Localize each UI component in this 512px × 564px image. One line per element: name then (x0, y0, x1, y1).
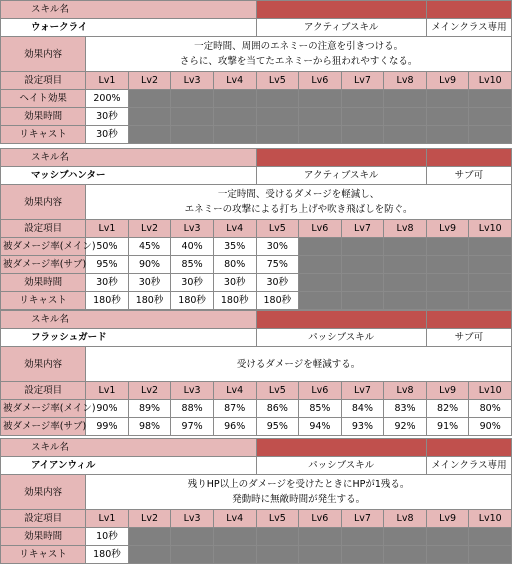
empty-cell (299, 238, 342, 256)
value-cell: 30秒 (213, 274, 256, 292)
effect-text (86, 475, 512, 510)
level-header: Lv3 (171, 382, 214, 400)
settings-label: 設定項目 (1, 72, 86, 90)
data-row (1, 274, 512, 292)
empty-cell (256, 126, 299, 144)
value-cell: 95% (86, 256, 129, 274)
level-header: Lv4 (213, 510, 256, 528)
value-cell: 75% (256, 256, 299, 274)
empty-cell (213, 528, 256, 546)
empty-cell (213, 126, 256, 144)
level-header: Lv3 (171, 72, 214, 90)
settings-label: 設定項目 (1, 220, 86, 238)
skill-class: サブ可 (426, 329, 511, 347)
header-spacer (256, 439, 426, 457)
data-row (1, 126, 512, 144)
level-header: Lv7 (341, 220, 384, 238)
level-header: Lv5 (256, 510, 299, 528)
empty-cell (299, 256, 342, 274)
empty-cell (128, 546, 171, 564)
empty-cell (341, 528, 384, 546)
skill-name: アイアンウィル (1, 457, 257, 475)
empty-cell (384, 528, 427, 546)
empty-cell (384, 238, 427, 256)
level-header-row (1, 220, 512, 238)
skill-type: パッシブスキル (256, 329, 426, 347)
skill-type: アクティブスキル (256, 167, 426, 185)
value-cell: 30秒 (256, 274, 299, 292)
empty-cell (171, 108, 214, 126)
effect-row (1, 37, 512, 72)
skill-type: アクティブスキル (256, 19, 426, 37)
data-row (1, 90, 512, 108)
level-header: Lv5 (256, 220, 299, 238)
value-cell: 90% (469, 418, 512, 436)
value-cell: 50% (86, 238, 129, 256)
level-header: Lv10 (469, 510, 512, 528)
skill-name: マッシブハンター (1, 167, 257, 185)
value-cell: 91% (426, 418, 469, 436)
value-cell: 40% (171, 238, 214, 256)
value-cell: 94% (299, 418, 342, 436)
empty-cell (341, 238, 384, 256)
level-header: Lv10 (469, 72, 512, 90)
row-label: ヘイト効果 (1, 90, 86, 108)
level-header: Lv6 (299, 510, 342, 528)
value-cell: 83% (384, 400, 427, 418)
skill-name-header: スキル名 (1, 311, 257, 329)
skill-grid (0, 148, 512, 310)
empty-cell (213, 108, 256, 126)
empty-cell (384, 292, 427, 310)
name-row (1, 19, 512, 37)
value-cell: 88% (171, 400, 214, 418)
empty-cell (469, 256, 512, 274)
empty-cell (171, 126, 214, 144)
level-header: Lv1 (86, 72, 129, 90)
empty-cell (469, 546, 512, 564)
row-label: 効果時間 (1, 528, 86, 546)
empty-cell (469, 292, 512, 310)
value-cell: 93% (341, 418, 384, 436)
skill-grid (0, 310, 512, 436)
empty-cell (469, 238, 512, 256)
skill-type: パッシブスキル (256, 457, 426, 475)
level-header: Lv5 (256, 382, 299, 400)
header-spacer (426, 149, 511, 167)
level-header: Lv1 (86, 510, 129, 528)
level-header: Lv2 (128, 382, 171, 400)
empty-cell (341, 108, 384, 126)
empty-cell (341, 292, 384, 310)
empty-cell (426, 528, 469, 546)
skill-grid (0, 0, 512, 144)
empty-cell (171, 90, 214, 108)
value-cell: 85% (171, 256, 214, 274)
level-header-row (1, 382, 512, 400)
effect-label: 効果内容 (1, 37, 86, 72)
value-cell: 89% (128, 400, 171, 418)
name-row (1, 167, 512, 185)
empty-cell (213, 546, 256, 564)
value-cell: 30秒 (171, 274, 214, 292)
empty-cell (469, 90, 512, 108)
settings-label: 設定項目 (1, 382, 86, 400)
level-header: Lv7 (341, 72, 384, 90)
value-cell: 30秒 (128, 274, 171, 292)
level-header: Lv8 (384, 510, 427, 528)
skill-class: メインクラス専用 (426, 19, 511, 37)
empty-cell (256, 90, 299, 108)
skill-table-4 (0, 438, 512, 564)
effect-line: 受けるダメージを軽減する。 (236, 358, 361, 370)
value-cell: 92% (384, 418, 427, 436)
level-header: Lv4 (213, 382, 256, 400)
level-header: Lv1 (86, 220, 129, 238)
empty-cell (469, 274, 512, 292)
row-label: 被ダメージ率(メイン) (1, 238, 86, 256)
name-row (1, 329, 512, 347)
value-cell: 97% (171, 418, 214, 436)
name-row (1, 457, 512, 475)
data-row (1, 108, 512, 126)
level-header-row (1, 510, 512, 528)
value-cell: 80% (213, 256, 256, 274)
empty-cell (426, 546, 469, 564)
empty-cell (426, 108, 469, 126)
empty-cell (426, 292, 469, 310)
effect-line: さらに、攻撃を当てたエネミーから狙われやすくなる。 (179, 56, 418, 67)
skill-name-header: スキル名 (1, 1, 257, 19)
header-spacer (426, 439, 511, 457)
empty-cell (299, 126, 342, 144)
row-label: リキャスト (1, 546, 86, 564)
empty-cell (256, 528, 299, 546)
row-label: リキャスト (1, 292, 86, 310)
level-header: Lv5 (256, 72, 299, 90)
effect-text (86, 37, 512, 72)
effect-line: 一定時間、周囲のエネミーの注意を引きつける。 (194, 41, 404, 52)
empty-cell (299, 274, 342, 292)
empty-cell (256, 108, 299, 126)
value-cell: 30秒 (86, 126, 129, 144)
level-header: Lv6 (299, 382, 342, 400)
empty-cell (171, 528, 214, 546)
row-label: 効果時間 (1, 274, 86, 292)
value-cell: 96% (213, 418, 256, 436)
value-cell: 180秒 (213, 292, 256, 310)
value-cell: 30秒 (86, 108, 129, 126)
effect-line: 残りHP以上のダメージを受けたときにHPが1残る。 (187, 479, 410, 490)
effect-line: 発動時に無敵時間が発生する。 (232, 494, 366, 505)
level-header: Lv7 (341, 510, 384, 528)
level-header: Lv4 (213, 220, 256, 238)
empty-cell (341, 546, 384, 564)
empty-cell (341, 90, 384, 108)
header-spacer (256, 149, 426, 167)
effect-row (1, 347, 512, 382)
data-row (1, 528, 512, 546)
empty-cell (426, 90, 469, 108)
empty-cell (341, 274, 384, 292)
value-cell: 10秒 (86, 528, 129, 546)
level-header: Lv3 (171, 220, 214, 238)
header-row (1, 149, 512, 167)
data-row (1, 546, 512, 564)
row-label: 被ダメージ率(サブ) (1, 418, 86, 436)
row-label: 被ダメージ率(サブ) (1, 256, 86, 274)
header-spacer (256, 1, 426, 19)
value-cell: 45% (128, 238, 171, 256)
effect-row (1, 185, 512, 220)
skill-table-1 (0, 0, 512, 144)
empty-cell (299, 108, 342, 126)
row-label: リキャスト (1, 126, 86, 144)
value-cell: 180秒 (128, 292, 171, 310)
empty-cell (426, 256, 469, 274)
value-cell: 90% (86, 400, 129, 418)
value-cell: 180秒 (256, 292, 299, 310)
value-cell: 35% (213, 238, 256, 256)
value-cell: 95% (256, 418, 299, 436)
effect-row (1, 475, 512, 510)
value-cell: 82% (426, 400, 469, 418)
empty-cell (299, 292, 342, 310)
empty-cell (171, 546, 214, 564)
header-row (1, 311, 512, 329)
empty-cell (384, 274, 427, 292)
level-header: Lv2 (128, 72, 171, 90)
level-header: Lv9 (426, 382, 469, 400)
level-header: Lv6 (299, 220, 342, 238)
empty-cell (384, 90, 427, 108)
level-header-row (1, 72, 512, 90)
level-header: Lv9 (426, 72, 469, 90)
data-row (1, 256, 512, 274)
empty-cell (469, 528, 512, 546)
empty-cell (128, 90, 171, 108)
level-header: Lv10 (469, 220, 512, 238)
effect-line: 一定時間、受けるダメージを軽減し、 (217, 189, 380, 200)
level-header: Lv8 (384, 220, 427, 238)
settings-label: 設定項目 (1, 510, 86, 528)
empty-cell (384, 546, 427, 564)
data-row (1, 400, 512, 418)
skill-name: フラッシュガード (1, 329, 257, 347)
empty-cell (299, 528, 342, 546)
effect-label: 効果内容 (1, 475, 86, 510)
value-cell: 30% (256, 238, 299, 256)
level-header: Lv8 (384, 72, 427, 90)
value-cell: 180秒 (86, 546, 129, 564)
header-spacer (256, 311, 426, 329)
level-header: Lv9 (426, 510, 469, 528)
value-cell: 84% (341, 400, 384, 418)
level-header: Lv2 (128, 510, 171, 528)
level-header: Lv8 (384, 382, 427, 400)
empty-cell (384, 108, 427, 126)
level-header: Lv9 (426, 220, 469, 238)
row-label: 効果時間 (1, 108, 86, 126)
level-header: Lv4 (213, 72, 256, 90)
header-spacer (426, 311, 511, 329)
empty-cell (426, 126, 469, 144)
value-cell: 99% (86, 418, 129, 436)
header-row (1, 439, 512, 457)
empty-cell (128, 108, 171, 126)
empty-cell (426, 274, 469, 292)
empty-cell (256, 546, 299, 564)
header-row (1, 1, 512, 19)
level-header: Lv1 (86, 382, 129, 400)
skill-name-header: スキル名 (1, 439, 257, 457)
effect-text (86, 347, 512, 382)
empty-cell (469, 108, 512, 126)
skill-table-2 (0, 148, 512, 310)
value-cell: 30秒 (86, 274, 129, 292)
value-cell: 200% (86, 90, 129, 108)
level-header: Lv6 (299, 72, 342, 90)
effect-text (86, 185, 512, 220)
empty-cell (341, 126, 384, 144)
data-row (1, 418, 512, 436)
row-label: 被ダメージ率(メイン) (1, 400, 86, 418)
empty-cell (469, 126, 512, 144)
value-cell: 85% (299, 400, 342, 418)
value-cell: 87% (213, 400, 256, 418)
empty-cell (213, 90, 256, 108)
value-cell: 180秒 (86, 292, 129, 310)
level-header: Lv7 (341, 382, 384, 400)
value-cell: 90% (128, 256, 171, 274)
header-spacer (426, 1, 511, 19)
skill-table-3 (0, 310, 512, 436)
value-cell: 80% (469, 400, 512, 418)
empty-cell (128, 126, 171, 144)
level-header: Lv10 (469, 382, 512, 400)
value-cell: 86% (256, 400, 299, 418)
empty-cell (426, 238, 469, 256)
empty-cell (384, 126, 427, 144)
empty-cell (384, 256, 427, 274)
effect-line: エネミーの攻撃による打ち上げや吹き飛ばしを防ぐ。 (184, 204, 413, 215)
skill-class: サブ可 (426, 167, 511, 185)
data-row (1, 292, 512, 310)
value-cell: 98% (128, 418, 171, 436)
value-cell: 180秒 (171, 292, 214, 310)
effect-label: 効果内容 (1, 185, 86, 220)
level-header: Lv3 (171, 510, 214, 528)
skill-name-header: スキル名 (1, 149, 257, 167)
effect-label: 効果内容 (1, 347, 86, 382)
skill-grid (0, 438, 512, 564)
empty-cell (128, 528, 171, 546)
empty-cell (341, 256, 384, 274)
level-header: Lv2 (128, 220, 171, 238)
empty-cell (299, 546, 342, 564)
skill-class: メインクラス専用 (426, 457, 511, 475)
empty-cell (299, 90, 342, 108)
skill-name: ウォークライ (1, 19, 257, 37)
data-row (1, 238, 512, 256)
